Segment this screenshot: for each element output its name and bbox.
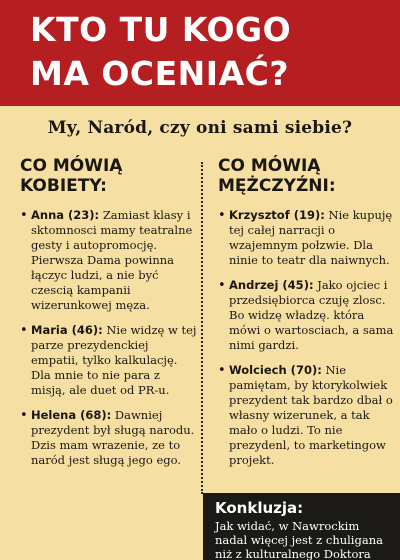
quote-author: Helena (68): <box>31 408 112 422</box>
women-column <box>20 156 198 478</box>
bullet-icon: • <box>218 363 226 378</box>
quote-entry <box>20 323 198 398</box>
men-heading-line2: MĘŻCZYŹNI: <box>218 176 336 196</box>
quote-entry <box>218 208 396 268</box>
header-banner <box>0 0 400 106</box>
conclusion-box <box>203 493 400 560</box>
quote-text: Zamiast klasy i sktomnosci mamy teatralne gesty i autopromocję. Pierwsza Dama powinna łączyc ludzi, a nie być czescią kampanii wizerunkowej męza. <box>31 208 193 312</box>
subtitle: My, Naród, czy oni sami siebie? <box>47 118 353 138</box>
bullet-icon: • <box>20 323 28 338</box>
quote-entry <box>218 278 396 353</box>
quote-author: Maria (46): <box>31 323 103 337</box>
men-heading <box>218 156 396 196</box>
quote-text: Nie kupuję tej całej narracji o wzajemnym połzwie. Dla ninie to teatr dla naiwnych. <box>229 208 393 267</box>
quote-author: Wolciech (70): <box>229 363 322 377</box>
women-heading-line1: CO MÓWIĄ <box>20 156 123 176</box>
women-heading <box>20 156 198 196</box>
quote-text: Nie widzę w tej parze prezydenckiej empatii, tylko kalkulację. Dla mnie to nie para z misją, ale duet od PR-u. <box>31 323 197 397</box>
header-title-line2: MA OCENIAĆ? <box>30 54 289 93</box>
quote-entry <box>20 208 198 313</box>
column-divider <box>201 162 203 494</box>
quote-author: Anna (23): <box>31 208 100 222</box>
quote-entry <box>20 408 198 468</box>
quote-text: Nie pamiętam, by ktorykolwiek prezydent tak bardzo dbał o własny wizerunek, a tak mało o ludzi. To nie prezydenl, to marketingow projekt. <box>229 363 393 467</box>
women-heading-line2: KOBIETY: <box>20 176 107 196</box>
bullet-icon: • <box>218 208 226 223</box>
quote-text: Jako ojciec i przedsiębiorca czuję zlosc. Bo widzę władzę. która mówi o wartosciach, a sama nimi gardzi. <box>229 278 394 352</box>
bullet-icon: • <box>20 208 28 223</box>
men-heading-line1: CO MÓWIĄ <box>218 156 321 176</box>
bullet-icon: • <box>218 278 226 293</box>
conclusion-heading: Konkluzja: <box>215 499 304 517</box>
quote-text: Dawniej prezydent był sługą narodu. Dzis mam wrazenie, ze to naród jest sługą jego ego. <box>31 408 195 467</box>
bullet-icon: • <box>20 408 28 423</box>
header-title-line1: KTO TU KOGO <box>30 10 292 49</box>
quote-author: Krzysztof (19): <box>229 208 325 222</box>
conclusion-text: Jak widać, w Nawrockim nadal więcej jest z chuligana niż z kulturalnego Doktora <box>215 519 383 560</box>
men-column <box>218 156 396 478</box>
quote-author: Andrzej (45): <box>229 278 314 292</box>
quote-entry <box>218 363 396 468</box>
